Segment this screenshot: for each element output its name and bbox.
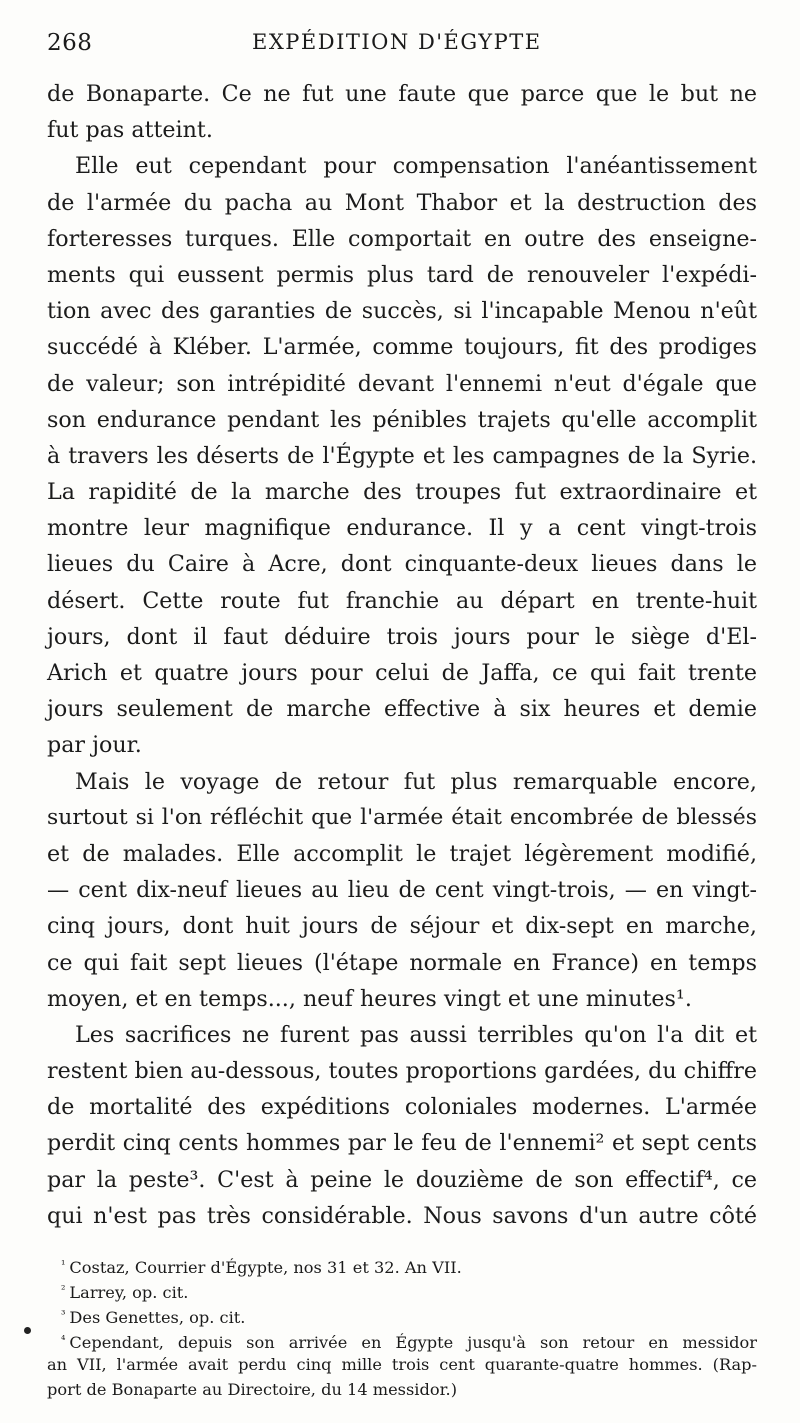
text-line: de Bonaparte. Ce ne fut une faute que parce que le but ne [47, 81, 757, 107]
footnotes [47, 1252, 757, 1402]
text-line: La rapidité de la marche des troupes fut extraordinaire et [47, 479, 757, 506]
text-line: et de malades. Elle accomplit le trajet légèrement modifié, [47, 840, 757, 867]
text-line: perdit cinq cents hommes par le feu de l'ennemi² et sept cents [47, 1130, 757, 1157]
text-line: fut pas atteint. [47, 117, 213, 144]
footnote-text: Cependant, depuis son arrivée en Égypte jusqu'à son retour en messidor [69, 1333, 757, 1352]
text-line: de valeur; son intrépidité devant l'ennemi n'eut d'égale que [47, 370, 757, 397]
text-line: par la peste³. C'est à peine le douzième de son effectif⁴, ce [47, 1166, 757, 1193]
text-line: montre leur magnifique endurance. Il y a cent vingt-trois [47, 515, 757, 542]
text-line: à travers les déserts de l'Égypte et les campagnes de la Syrie. [47, 442, 757, 469]
text-line: — cent dix-neuf lieues au lieu de cent vingt-trois, — en vingt- [47, 877, 757, 904]
text-line: surtout si l'on réfléchit que l'armée était encombrée de blessés [47, 804, 757, 830]
footnote-mark: ⁴ [61, 1333, 66, 1346]
page-number: 268 [47, 30, 93, 56]
text-line: Arich et quatre jours pour celui de Jaffa, ce qui fait trente [47, 660, 757, 686]
margin-dot [24, 1327, 31, 1334]
text-line: jours seulement de marche effective à six heures et demie [47, 696, 757, 723]
footnote-mark: ² [61, 1283, 66, 1296]
running-title: EXPÉDITION D'ÉGYPTE [252, 30, 542, 54]
footnote-continuation: port de Bonaparte au Directoire, du 14 messidor.) [47, 1380, 458, 1399]
footnote-mark: ³ [61, 1308, 66, 1321]
text-line: de l'armée du pacha au Mont Thabor et la destruction des [47, 189, 757, 216]
text-line: qui n'est pas très considérable. Nous savons d'un autre côté [47, 1202, 757, 1229]
text-line: de mortalité des expéditions coloniales modernes. L'armée [47, 1094, 757, 1121]
text-line: cinq jours, dont huit jours de séjour et dix-sept en marche, [47, 913, 757, 940]
footnote-text: Larrey, op. cit. [69, 1283, 189, 1302]
footnote [47, 1327, 757, 1352]
text-line: ce qui fait sept lieues (l'étape normale en France) en temps [47, 949, 757, 976]
footnote-continuation: an VII, l'armée avait perdu cinq mille trois cent quarante-quatre hommes. (Rap- [47, 1355, 757, 1374]
body-text [47, 76, 757, 1234]
text-line: lieues du Caire à Acre, dont cinquante-deux lieues dans le [47, 551, 757, 578]
text-line: désert. Cette route fut franchie au départ en trente-huit [47, 587, 757, 614]
text-line: ments qui eussent permis plus tard de renouveler l'expédi- [47, 261, 757, 288]
footnote [47, 1302, 757, 1327]
text-line: jours, dont il faut déduire trois jours pour le siège d'El- [47, 623, 757, 650]
text-line: succédé à Kléber. L'armée, comme toujours, fit des prodiges [47, 334, 757, 361]
text-line: Mais le voyage de retour fut plus remarquable encore, [75, 768, 757, 795]
text-line: par jour. [47, 732, 142, 759]
footnote-text: Des Genettes, op. cit. [69, 1308, 246, 1327]
footnote-mark: ¹ [61, 1258, 66, 1271]
text-line: tion avec des garanties de succès, si l'incapable Menou n'eût [47, 298, 757, 325]
text-line: Les sacrifices ne furent pas aussi terribles qu'on l'a dit et [75, 1021, 757, 1048]
page-header [47, 30, 757, 62]
footnote [47, 1277, 757, 1302]
text-line: forteresses turques. Elle comportait en outre des enseigne- [47, 225, 757, 252]
text-line: moyen, et en temps..., neuf heures vingt et une minutes¹. [47, 985, 692, 1012]
text-line: restent bien au-dessous, toutes proportions gardées, du chiffre [47, 1058, 757, 1085]
footnote [47, 1252, 757, 1277]
text-line: son endurance pendant les pénibles trajets qu'elle accomplit [47, 406, 757, 433]
footnote-text: Costaz, Courrier d'Égypte, nos 31 et 32. An VII. [69, 1258, 462, 1277]
text-line: Elle eut cependant pour compensation l'anéantissement [75, 153, 757, 180]
